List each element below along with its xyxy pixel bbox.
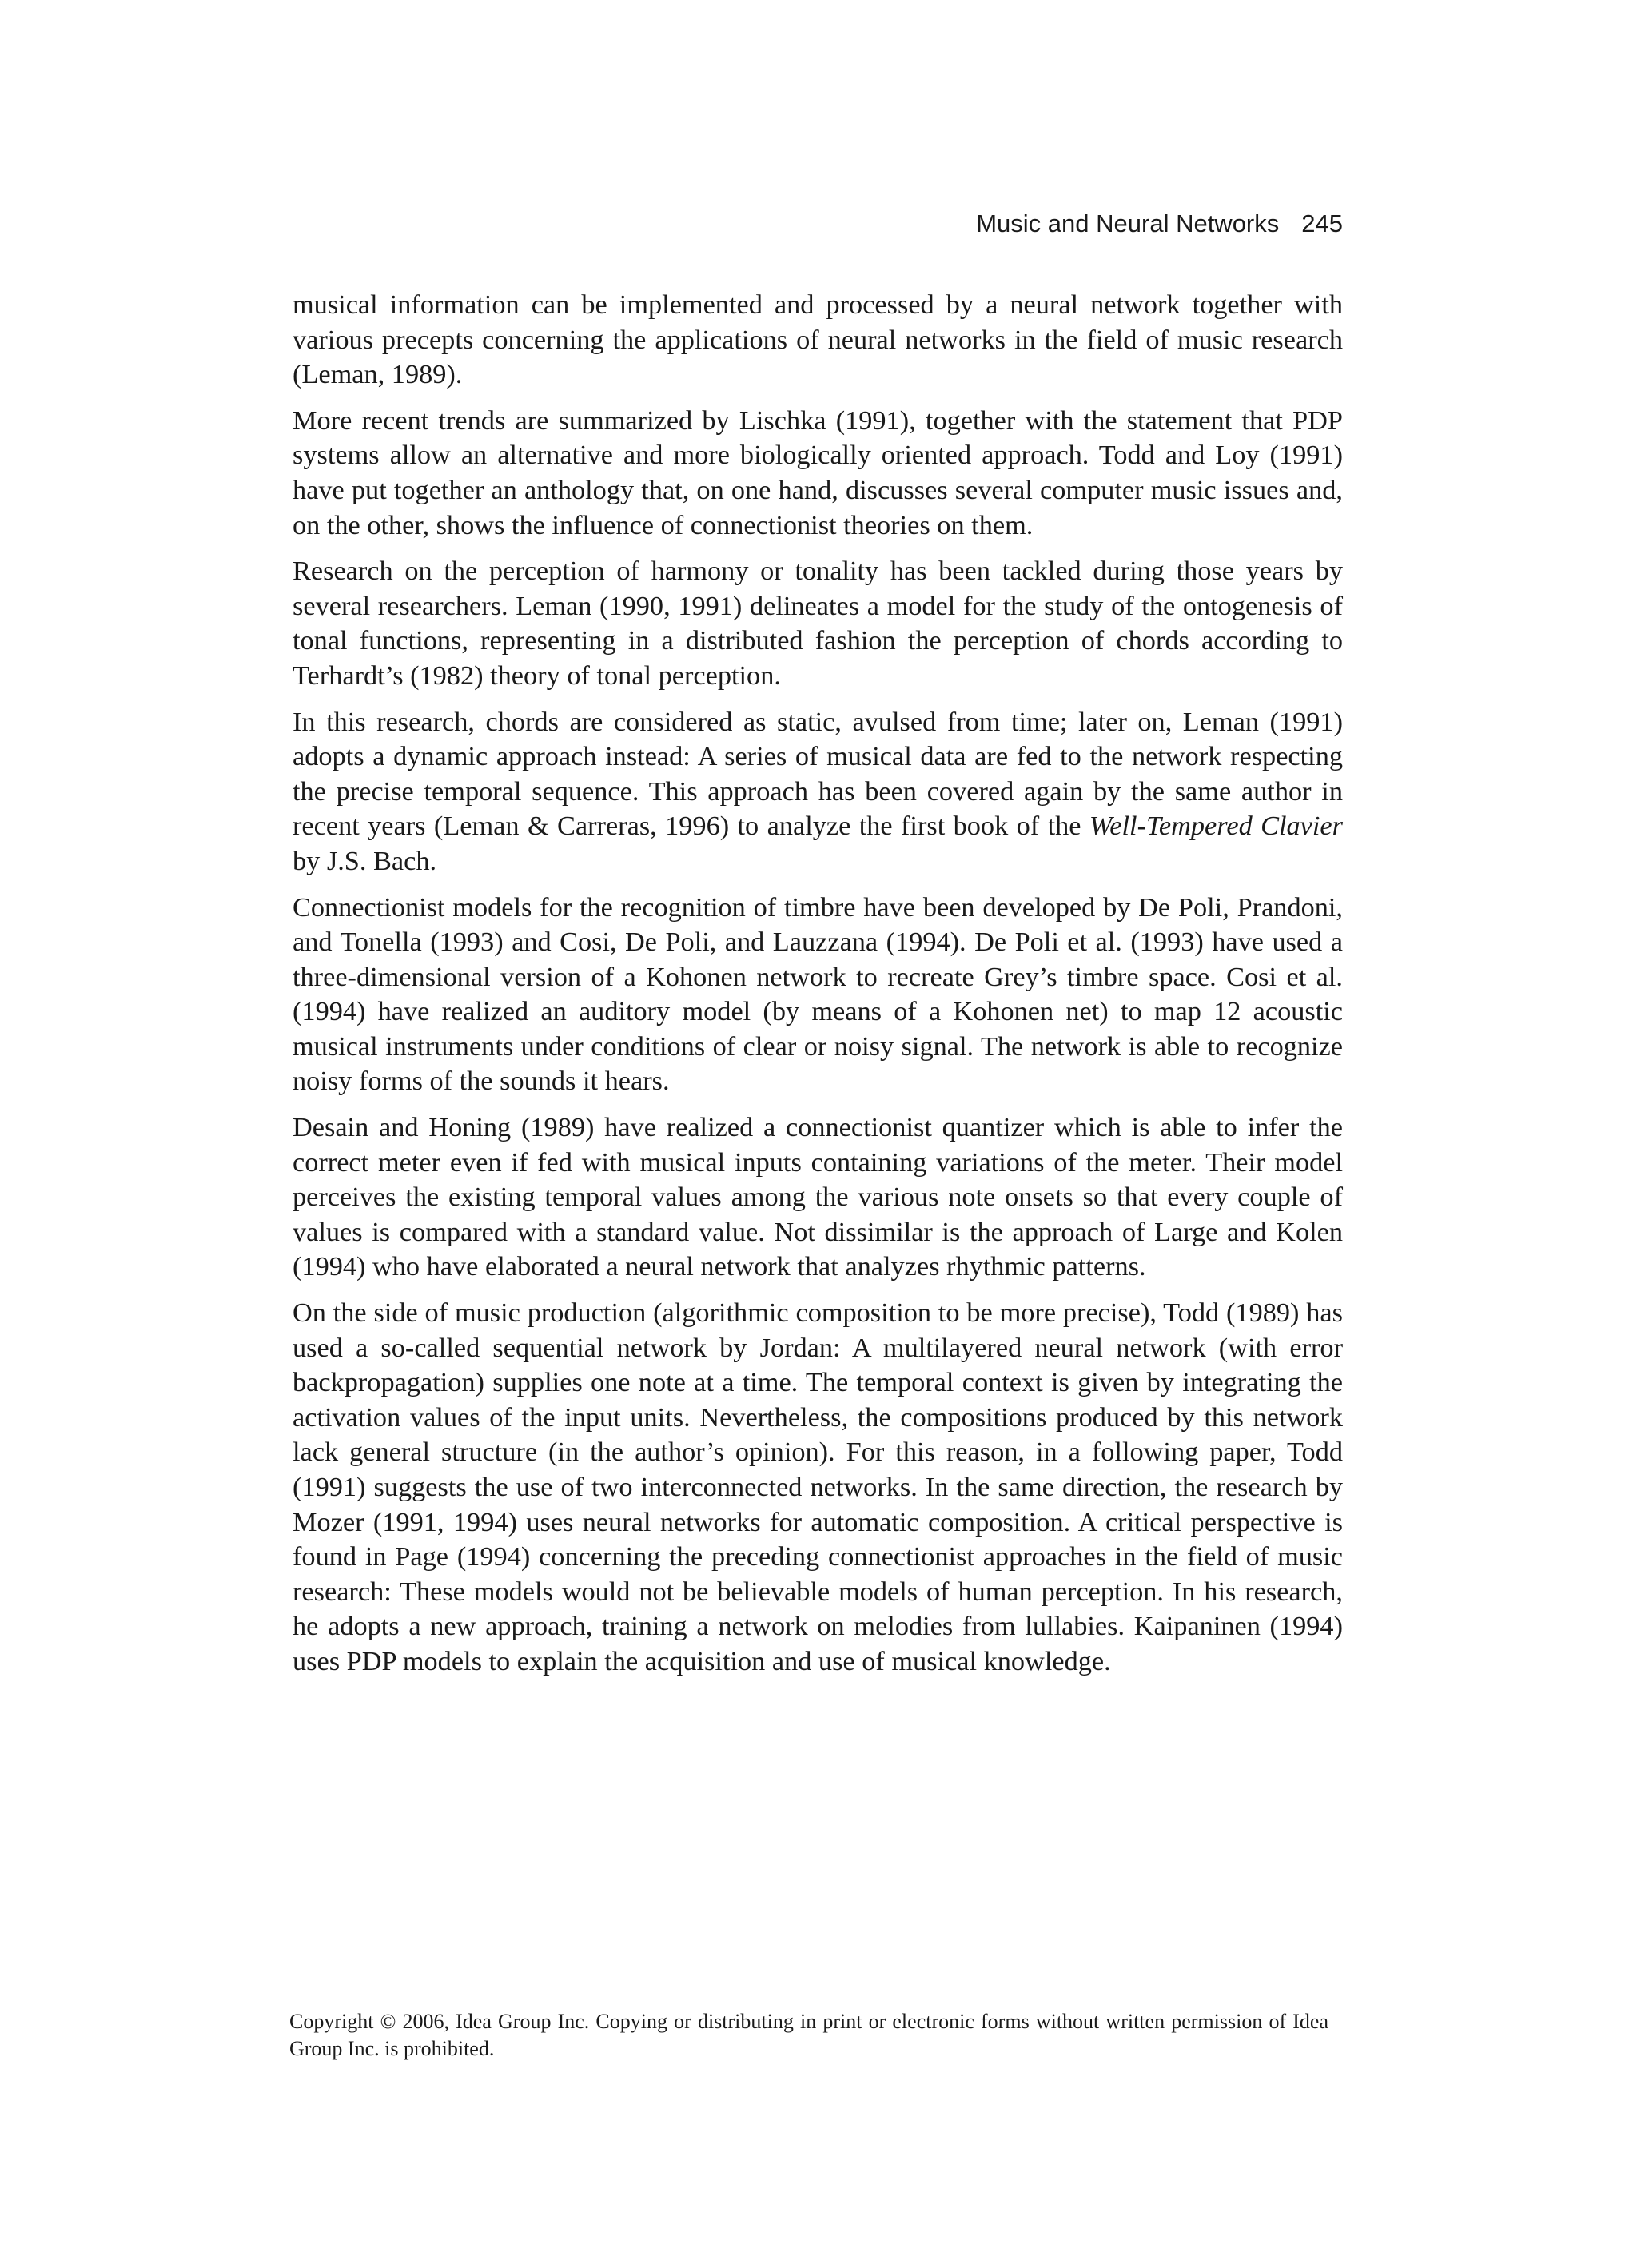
copyright-footer: Copyright © 2006, Idea Group Inc. Copying or distributing in print or electronic forms without written permission of Idea Group Inc. is prohibited.	[289, 2010, 1328, 2060]
running-head	[976, 209, 1343, 238]
body-text	[293, 288, 1343, 1691]
running-head-title: Music and Neural Networks	[976, 209, 1280, 237]
paragraph: Research on the perception of harmony or tonality has been tackled during those years by several researchers. Leman (1990, 1991) delineates a model for the study of the ontogenesis of tonal functions, representing in a distributed fashion the perception of chords according to Terhardt’s (1982) theory of tonal perception.	[293, 556, 1343, 691]
paragraph-text: In this research, chords are considered as static, avulsed from time; later on, Leman (1991) adopts a dynamic approach instead: A series of musical data are fed to the network respecting the precise temporal sequence. This approach has been covered again by the same author in recent years (Leman & Carreras, 1996) to analyze the first book of the	[293, 706, 1343, 842]
paragraph-text: by J.S. Bach.	[293, 845, 437, 876]
paragraph: Connectionist models for the recognition of timbre have been developed by De Poli, Prandoni, and Tonella (1993) and Cosi, De Poli, and Lauzzana (1994). De Poli et al. (1993) have used a three-dimensional version of a Kohonen network to recreate Grey’s timbre space. Cosi et al. (1994) have realized an auditory model (by means of a Kohonen net) to map 12 acoustic musical instruments under conditions of clear or noisy signal. The network is able to recognize noisy forms of the sounds it hears.	[293, 891, 1343, 1097]
page-number: 245	[1301, 209, 1343, 237]
paragraph: musical information can be implemented and processed by a neural network together with various precepts concerning the applications of neural networks in the field of music research (Leman, 1989).	[293, 289, 1343, 390]
paragraph: Desain and Honing (1989) have realized a connectionist quantizer which is able to infer the correct meter even if fed with musical inputs containing variations of the meter. Their model perceives the existing temporal values among the various note onsets so that every couple of values is compared with a standard value. Not dissimilar is the approach of Large and Kolen (1994) who have elaborated a neural network that analyzes rhythmic patterns.	[293, 1112, 1343, 1282]
paragraph: On the side of music production (algorithmic composition to be more precise), Todd (1989) has used a so-called sequential network by Jordan: A multilayered neural network (with error backpropagation) supplies one note at a time. The temporal context is given by integrating the activation values of the input units. Nevertheless, the compositions produced by this network lack general structure (in the author’s opinion). For this reason, in a following paper, Todd (1991) suggests the use of two interconnected networks. In the same direction, the research by Mozer (1991, 1994) uses neural networks for automatic composition. A critical perspective is found in Page (1994) concerning the preceding connectionist approaches in the field of music research: These models would not be believable models of human perception. In his research, he adopts a new approach, training a network on melodies from lullabies. Kaipaninen (1994) uses PDP models to explain the acquisition and use of musical knowledge.	[293, 1297, 1343, 1676]
paragraph-bach	[293, 705, 1343, 879]
book-title: Well-Tempered Clavier	[1089, 811, 1343, 842]
paragraph: More recent trends are summarized by Lischka (1991), together with the statement that PDP systems allow an alternative and more biologically oriented approach. Todd and Loy (1991) have put together an anthology that, on one hand, discusses several computer music issues and, on the other, shows the influence of connectionist theories on them.	[293, 405, 1343, 540]
